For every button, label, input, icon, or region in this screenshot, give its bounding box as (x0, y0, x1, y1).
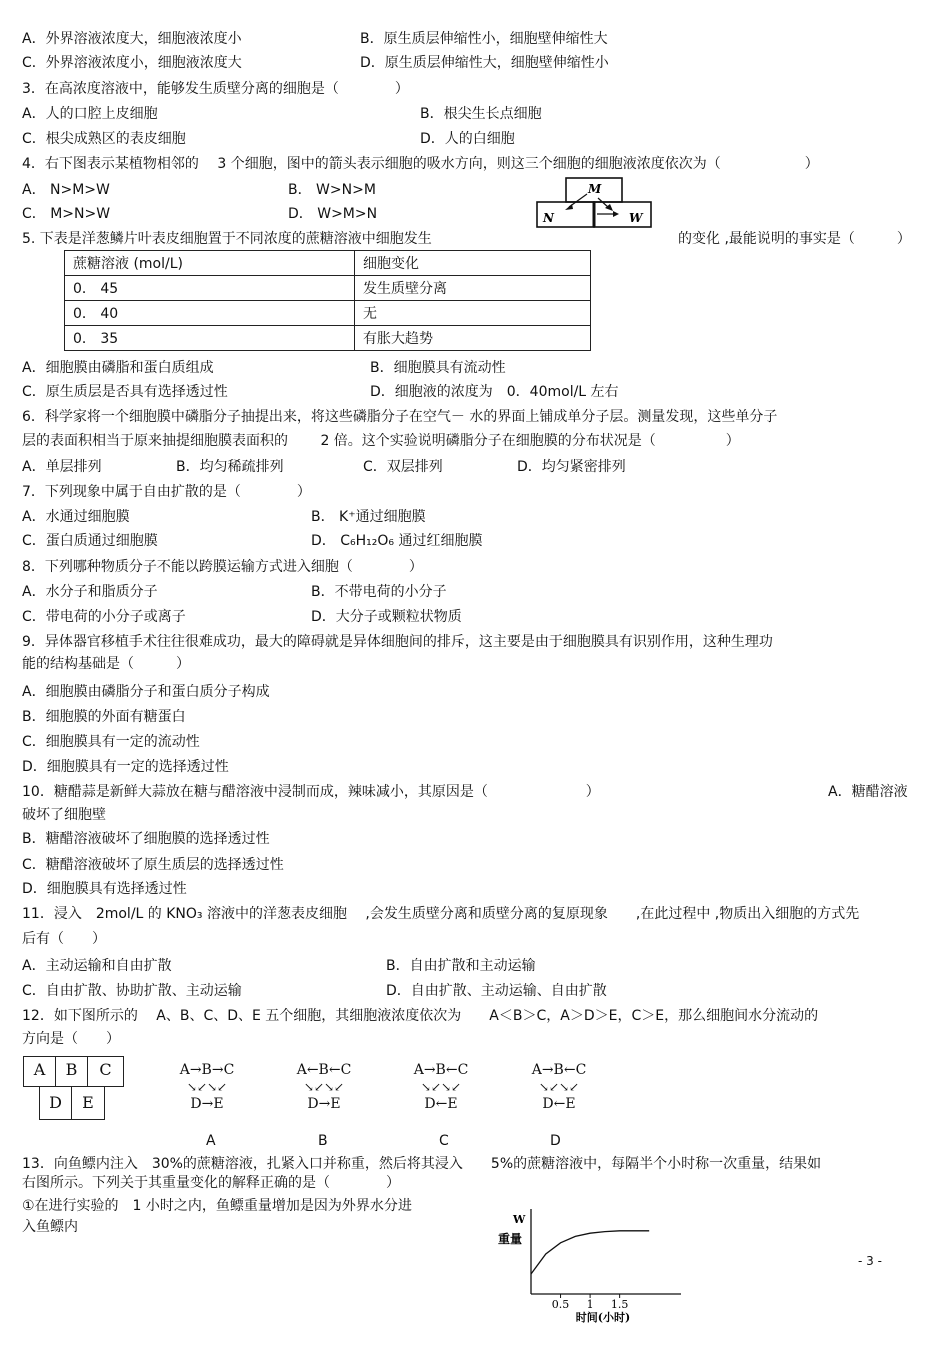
q10-option-c: C．糖醋溶液破坏了原生质层的选择透过性 (22, 857, 284, 873)
q2-option-b: B．原生质层伸缩性小，细胞壁伸缩性大 (360, 31, 608, 47)
q5-option-a: A．细胞膜由磷脂和蛋白质组成 (22, 360, 214, 376)
table-row (65, 301, 591, 326)
q8-option-a: A．水分子和脂质分子 (22, 584, 158, 600)
cell-box-b: B (55, 1056, 88, 1087)
q6-stem-line2: 层的表面积相当于原来抽提细胞膜表面积的 2 倍。这个实验说明磷脂分子在细胞膜的分布状况是（ ） (22, 433, 740, 449)
q4-cell-diagram (535, 176, 655, 230)
q4-option-a: A． N>M>W (22, 182, 110, 198)
x-axis-label: 时间(小时) (575, 1311, 631, 1324)
q12-stem-line2: 方向是（ ） (22, 1031, 120, 1047)
cell-label-w: W (629, 211, 643, 225)
q13-statement-1-line1: ①在进行实验的 1 小时之内，鱼鳔重量增加是因为外界水分进 (22, 1198, 412, 1214)
q7-option-a: A．水通过细胞膜 (22, 509, 130, 525)
q5-stem-left: 5. 下表是洋葱鳞片叶表皮细胞置于不同浓度的蔗糖溶液中细胞发生 (22, 231, 432, 247)
cell-box-e: E (71, 1086, 105, 1120)
weight-time-chart (490, 1205, 690, 1330)
y-axis-symbol: W (513, 1213, 526, 1226)
q3-option-d: D．人的白细胞 (420, 131, 515, 147)
q9-option-a: A．细胞膜由磷脂分子和蛋白质分子构成 (22, 684, 270, 700)
q7-stem: 7．下列现象中属于自由扩散的是（ ） (22, 484, 311, 500)
table-cell: 发生质壁分离 (355, 276, 591, 301)
q4-option-d: D． W>M>N (288, 206, 378, 222)
q8-option-c: C．带电荷的小分子或离子 (22, 609, 186, 625)
q11-option-d: D．自由扩散、主动运输、自由扩散 (386, 983, 607, 999)
table-cell: 有胀大趋势 (355, 326, 591, 351)
q9-option-d: D．细胞膜具有一定的选择透过性 (22, 759, 229, 775)
q3-option-a: A．人的口腔上皮细胞 (22, 106, 158, 122)
flow-top: A→B→C (179, 1062, 235, 1078)
q9-option-c: C．细胞膜具有一定的流动性 (22, 734, 200, 750)
q7-option-c: C．蛋白质通过细胞膜 (22, 533, 158, 549)
q5-stem-right: 的变化 ,最能说明的事实是（ ） (678, 231, 911, 247)
q11-option-c: C．自由扩散、协助扩散、主动运输 (22, 983, 242, 999)
q12-option-label-c: C (439, 1133, 449, 1149)
table-cell: 0． 45 (65, 276, 355, 301)
q13-stem-line1: 13．向鱼鳔内注入 30%的蔗糖溶液，扎紧入口并称重，然后将其浸入 5%的蔗糖溶液中，每隔半个小时称一次重量，结果如 (22, 1156, 822, 1172)
flow-arrows: ↘↙↘↙ (186, 1080, 228, 1094)
flow-top: A→B←C (413, 1062, 469, 1078)
table-row (65, 276, 591, 301)
q5-option-c: C．原生质层是否具有选择透过性 (22, 384, 228, 400)
flow-bottom: D→E (190, 1096, 224, 1112)
q9-stem-line2: 能的结构基础是（ ） (22, 656, 190, 672)
table-cell: 0． 40 (65, 301, 355, 326)
sucrose-table (64, 250, 591, 351)
flow-arrows: ↘↙↘↙ (420, 1080, 462, 1094)
cell-label-m: M (588, 182, 602, 196)
cell-box-a: A (23, 1056, 56, 1087)
q6-option-d: D．均匀紧密排列 (517, 459, 626, 475)
q8-option-d: D．大分子或颗粒状物质 (311, 609, 462, 625)
q12-option-c-diagram (400, 1062, 482, 1113)
table-header-row (65, 251, 591, 276)
q13-statement-1-line2: 入鱼鳔内 (22, 1219, 78, 1235)
q12-stem-line1: 12．如下图所示的 A、B、C、D、E 五个细胞，其细胞液浓度依次为 A＜B＞C，A＞D＞E，C＞E，那么细胞间水分流动的 (22, 1008, 819, 1024)
q7-option-b: B． K⁺通过细胞膜 (311, 509, 426, 525)
weight-curve (531, 1231, 649, 1274)
q8-stem: 8．下列哪种物质分子不能以跨膜运输方式进入细胞（ ） (22, 559, 423, 575)
q6-option-a: A．单层排列 (22, 459, 102, 475)
q12-option-a-diagram (166, 1062, 248, 1113)
q10-option-d: D．细胞膜具有选择透过性 (22, 881, 187, 897)
table-header-cell: 蔗糖溶液 (mol/L) (65, 251, 355, 276)
q11-option-b: B．自由扩散和主动运输 (386, 958, 536, 974)
q10-option-b: B．糖醋溶液破坏了细胞膜的选择透过性 (22, 831, 270, 847)
cell-label-n: N (543, 211, 554, 225)
table-header-cell: 细胞变化 (355, 251, 591, 276)
x-tick-label: 1.5 (610, 1298, 629, 1311)
q10-option-a-start: A．糖醋溶液 (828, 784, 908, 800)
q11-stem-line1: 11．浸入 2mol/L 的 KNO₃ 溶液中的洋葱表皮细胞 ,会发生质壁分离和质壁分离的复原现象 ,在此过程中 ,物质出入细胞的方式先 (22, 906, 860, 922)
x-tick-label: 1 (586, 1298, 594, 1311)
q12-option-label-d: D (550, 1133, 561, 1149)
q3-stem: 3．在高浓度溶液中，能够发生质壁分离的细胞是（ ） (22, 81, 409, 97)
q12-option-label-a: A (206, 1133, 216, 1149)
q9-option-b: B．细胞膜的外面有糖蛋白 (22, 709, 186, 725)
table-cell: 0． 35 (65, 326, 355, 351)
q3-option-b: B．根尖生长点细胞 (420, 106, 542, 122)
flow-arrows: ↘↙↘↙ (538, 1080, 580, 1094)
page-number: - 3 - (858, 1254, 882, 1268)
q11-stem-line2: 后有（ ） (22, 931, 106, 947)
q4-option-c: C． M>N>W (22, 206, 111, 222)
flow-top: A←B←C (296, 1062, 352, 1078)
q4-option-b: B． W>N>M (288, 182, 376, 198)
q6-option-c: C．双层排列 (363, 459, 443, 475)
q12-option-d-diagram (518, 1062, 600, 1113)
q6-stem-line1: 6．科学家将一个细胞膜中磷脂分子抽提出来，将这些磷脂分子在空气－ 水的界面上铺成单分子层。测量发现，这些单分子 (22, 409, 778, 425)
q12-option-b-diagram (283, 1062, 365, 1113)
q5-option-d: D．细胞液的浓度为 0．40mol/L 左右 (370, 384, 619, 400)
q8-option-b: B．不带电荷的小分子 (311, 584, 447, 600)
q10-option-a-end: 破坏了细胞壁 (22, 807, 106, 823)
q4-stem: 4．右下图表示某植物相邻的 3 个细胞，图中的箭头表示细胞的吸水方向，则这三个细胞的细胞液浓度依次为（ ） (22, 156, 819, 172)
q3-option-c: C．根尖成熟区的表皮细胞 (22, 131, 186, 147)
table-cell: 无 (355, 301, 591, 326)
cell-box-d: D (39, 1086, 72, 1120)
flow-bottom: D←E (542, 1096, 576, 1112)
flow-bottom: D→E (307, 1096, 341, 1112)
q2-option-c: C．外界溶液浓度小，细胞液浓度大 (22, 55, 242, 71)
flow-arrows: ↘↙↘↙ (303, 1080, 345, 1094)
q11-option-a: A．主动运输和自由扩散 (22, 958, 172, 974)
cell-box-c: C (87, 1056, 124, 1087)
flow-bottom: D←E (424, 1096, 458, 1112)
x-tick-label: 0.5 (551, 1298, 570, 1311)
q2-option-a: A．外界溶液浓度大，细胞液浓度小 (22, 31, 242, 47)
q7-option-d: D． C₆H₁₂O₆ 通过红细胞膜 (311, 533, 483, 549)
q6-option-b: B．均匀稀疏排列 (176, 459, 284, 475)
flow-top: A→B←C (531, 1062, 587, 1078)
q13-stem-line2: 右图所示。下列关于其重量变化的解释正确的是（ ） (22, 1175, 400, 1191)
q10-stem: 10．糖醋蒜是新鲜大蒜放在糖与醋溶液中浸制而成，辣味减小，其原因是（ ） (22, 784, 600, 800)
table-row (65, 326, 591, 351)
q2-option-d: D．原生质层伸缩性大，细胞壁伸缩性小 (360, 55, 609, 71)
q9-stem-line1: 9．异体器官移植手术往往很难成功，最大的障碍就是异体细胞间的排斥，这主要是由于细胞膜具有识别作用，这种生理功 (22, 634, 773, 650)
q5-option-b: B．细胞膜具有流动性 (370, 360, 506, 376)
q12-option-label-b: B (318, 1133, 328, 1149)
y-axis-label: 重量 (498, 1232, 523, 1246)
